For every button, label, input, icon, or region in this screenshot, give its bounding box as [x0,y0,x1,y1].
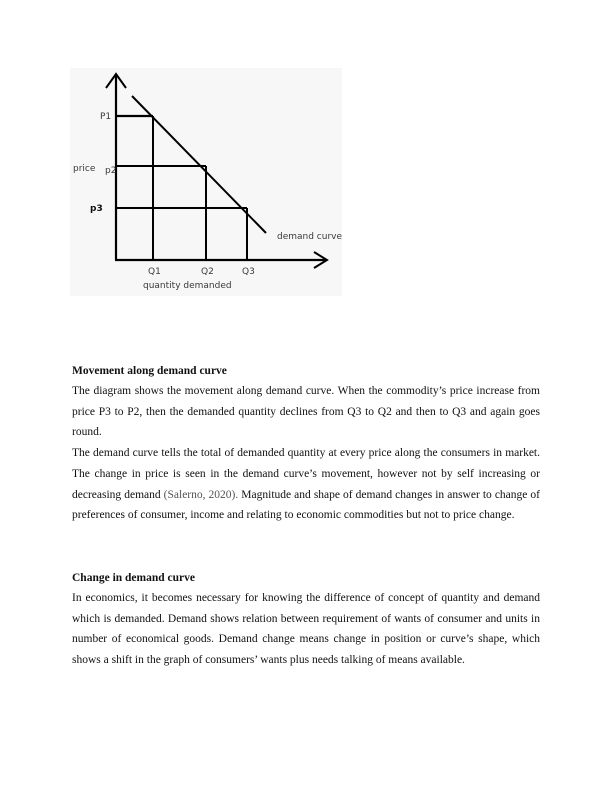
demand-curve-label: demand curve [277,232,343,242]
price-label-p3: p3 [90,204,103,214]
citation: (Salerno, 2020). [163,488,239,501]
price-label-p1: P1 [100,112,112,122]
diagram-graphics [70,68,342,296]
paragraph: The diagram shows the movement along demand curve. When the commodity’s price increase from price P3 to P2, then the demanded quantity declines from Q3 to Q2 and then to Q3 and again goes round. [72,385,540,439]
y-axis-title: price [73,164,96,174]
demand-curve-diagram [70,68,342,296]
quantity-label-q3: Q3 [242,267,255,277]
paragraph-text: The demand curve tells the total of demanded quantity at every price along the consumers in market. The change in price is seen in the demand curve’s movement, however not by self increasing or decreasing demand [72,447,540,501]
price-label-p2: p2 [105,166,117,176]
x-axis-title: quantity demanded [143,281,232,291]
paragraph-with-citation [72,443,540,526]
section-change [72,568,540,671]
section-heading: Change in demand curve [72,572,195,584]
quantity-label-q1: Q1 [148,267,161,277]
section-movement [72,361,540,526]
paragraph: In economics, it becomes necessary for knowing the difference of concept of quantity and demand which is demanded. Demand shows relation between requirement of wants of consumer and units in number of economical goods. Demand change means change in position or curve’s shape, which shows a shift in the graph of consumers’ wants plus needs talking of means available. [72,592,540,667]
quantity-label-q2: Q2 [201,267,214,277]
section-heading: Movement along demand curve [72,365,227,377]
paragraph-text: Magnitude and shape of demand changes in answer to change of preferences of consumer, income and relating to economic commodities but not to price change. [72,488,541,522]
